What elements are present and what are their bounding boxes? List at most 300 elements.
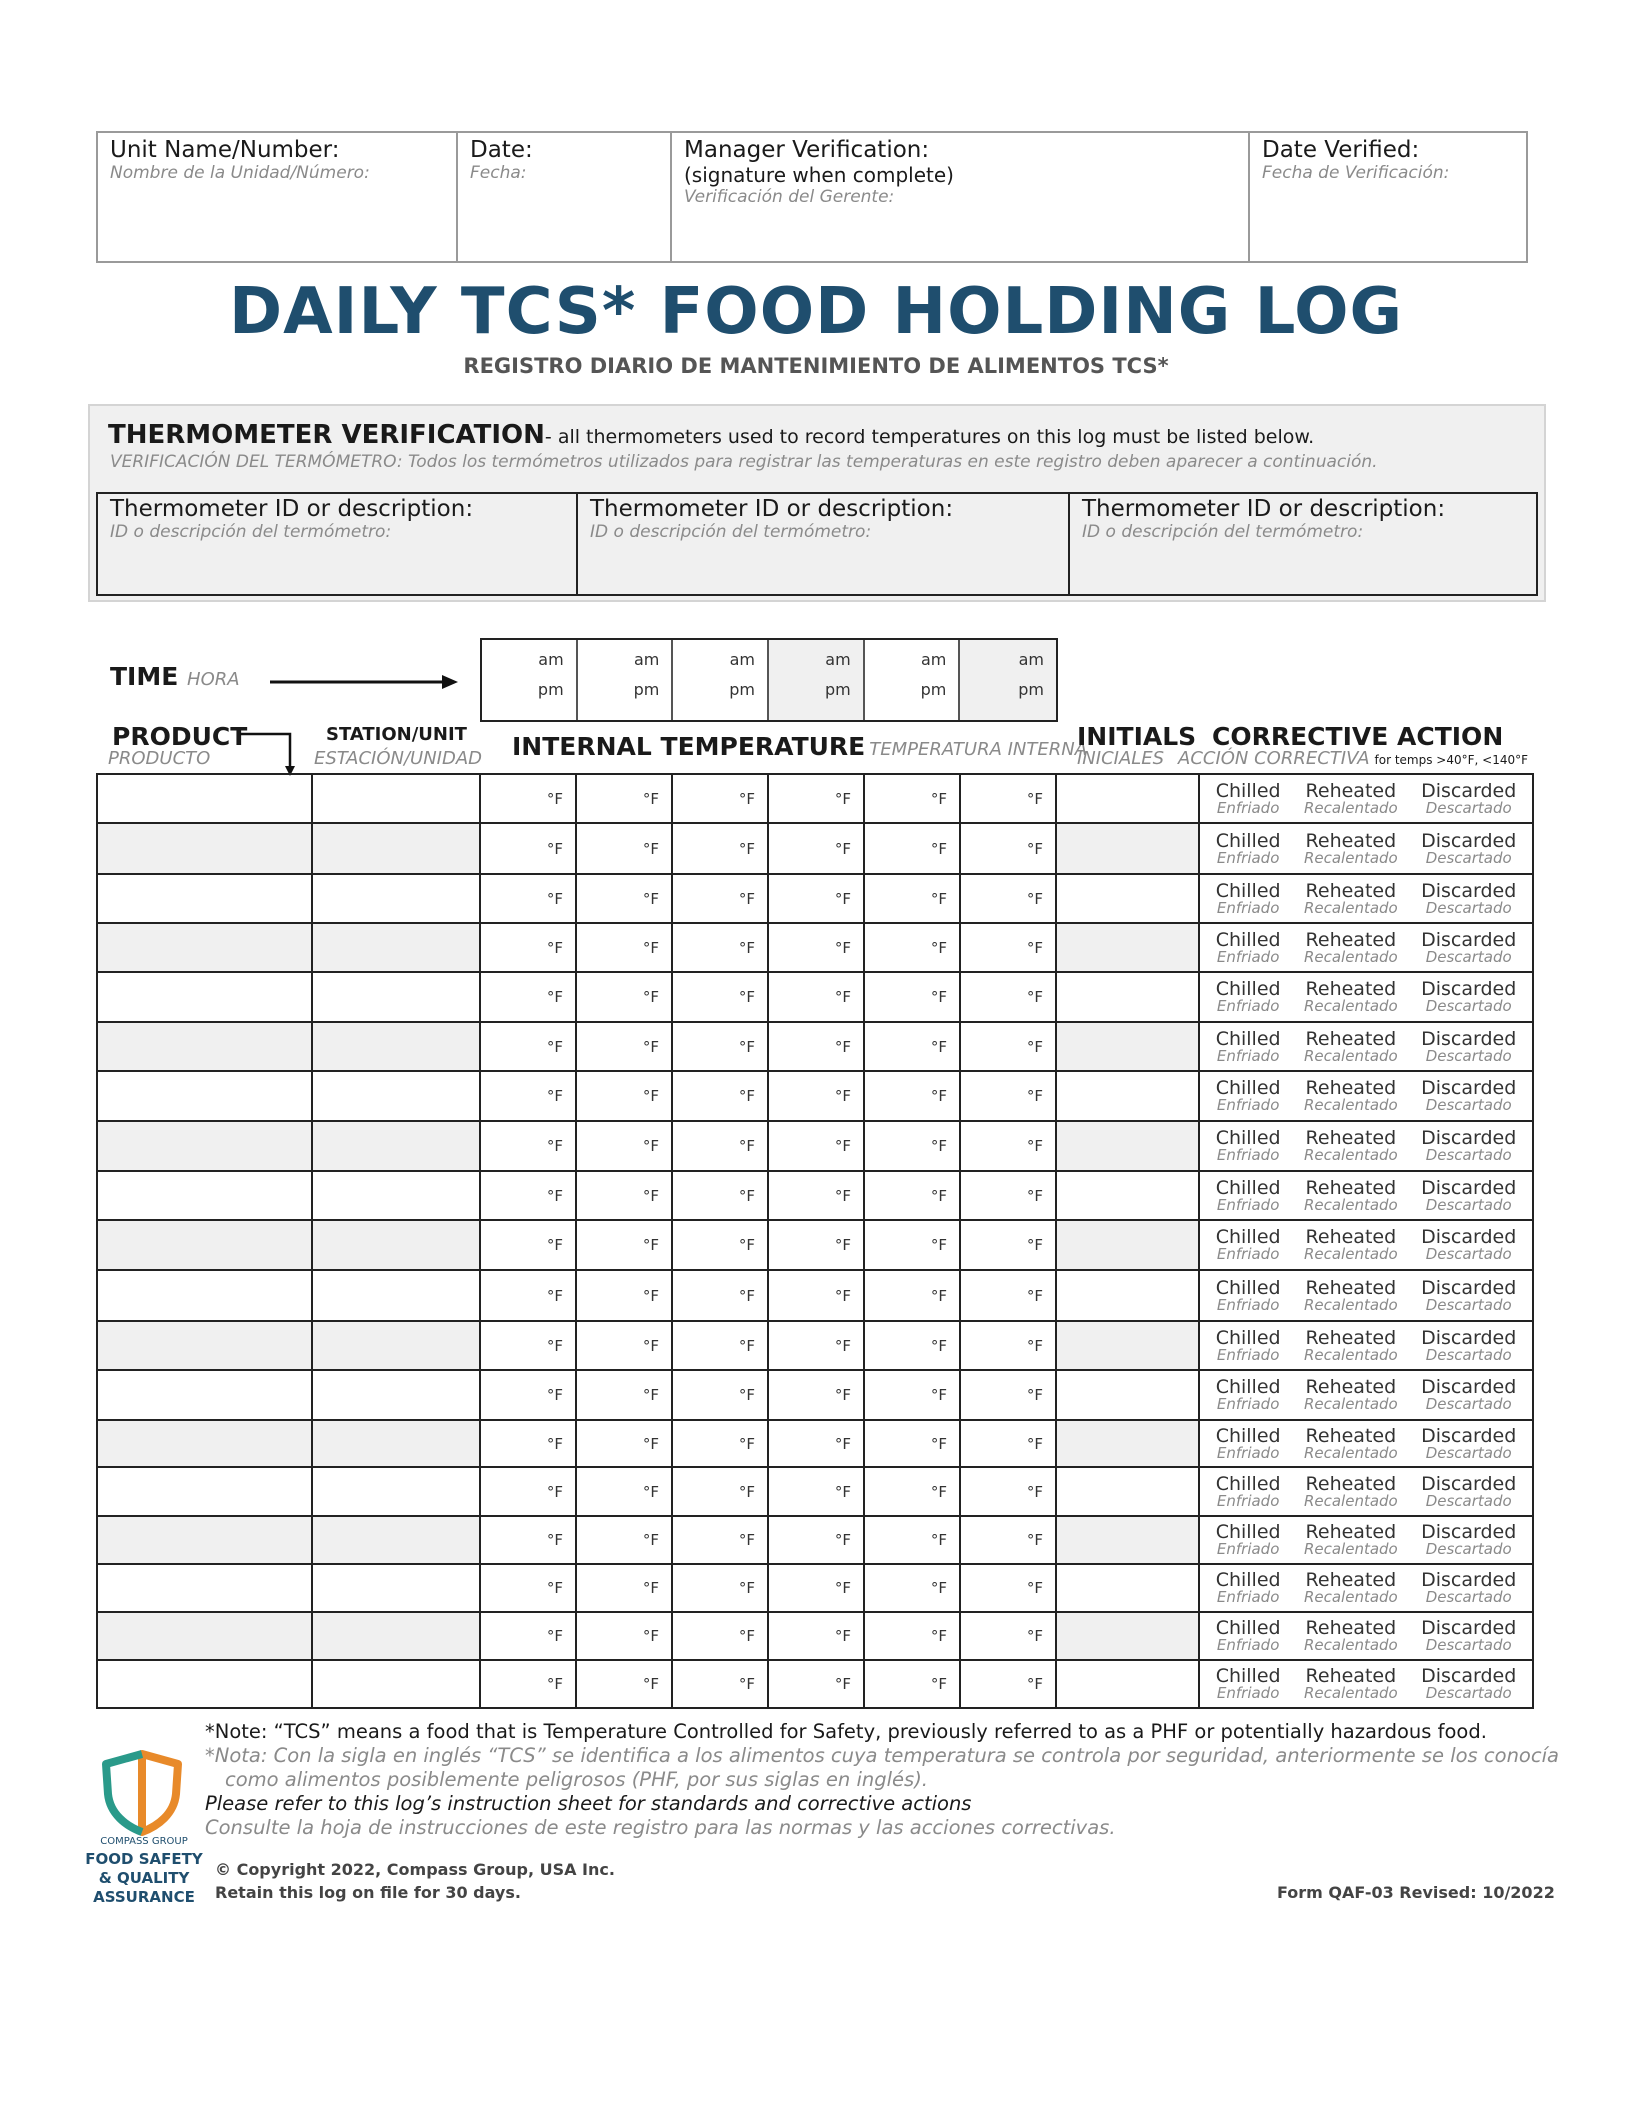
- temperature-cell[interactable]: [768, 1420, 864, 1467]
- reheated-option[interactable]: [1303, 1326, 1398, 1364]
- log-row: [97, 1121, 1533, 1171]
- reheated-option[interactable]: [1304, 1079, 1398, 1113]
- temperature-cell[interactable]: [960, 823, 1056, 874]
- product-cell[interactable]: [97, 874, 312, 923]
- thermometer-id-field-1[interactable]: [98, 494, 578, 594]
- fahrenheit-unit: °F: [1026, 1386, 1043, 1404]
- temperature-cell[interactable]: [864, 972, 960, 1022]
- temperature-cell[interactable]: [672, 923, 768, 972]
- product-cell[interactable]: [97, 1420, 312, 1467]
- discarded-label: Discarded: [1421, 1027, 1517, 1050]
- temperature-cell[interactable]: [672, 972, 768, 1022]
- chilled-label-es: Enfriado: [1216, 1588, 1280, 1606]
- initials-cell[interactable]: [1056, 1612, 1199, 1660]
- corrective-action-cell: [1199, 1564, 1533, 1612]
- corrective-action-cell: [1199, 1660, 1533, 1708]
- initials-cell[interactable]: [1056, 1370, 1199, 1420]
- discarded-option[interactable]: [1421, 879, 1517, 917]
- temperature-cell[interactable]: [864, 1022, 960, 1071]
- station-cell[interactable]: [312, 1171, 480, 1220]
- temperature-cell[interactable]: [768, 1660, 864, 1708]
- reheated-option[interactable]: [1303, 1176, 1398, 1214]
- reheated-option[interactable]: [1303, 1424, 1398, 1462]
- temperature-cell[interactable]: [480, 1270, 576, 1321]
- thermometer-id-label-es: ID o descripción del termómetro:: [1082, 522, 1364, 542]
- product-cell[interactable]: [97, 1370, 312, 1420]
- product-cell[interactable]: [97, 923, 312, 972]
- initials-cell[interactable]: [1056, 1516, 1199, 1564]
- initials-cell[interactable]: [1056, 923, 1199, 972]
- product-cell[interactable]: [97, 774, 312, 823]
- product-cell[interactable]: [97, 972, 312, 1022]
- station-cell[interactable]: [312, 1516, 480, 1564]
- time-slot-4[interactable]: [769, 640, 865, 720]
- time-slot-6[interactable]: [960, 640, 1056, 720]
- temperature-cell[interactable]: [960, 1467, 1056, 1516]
- temperature-cell[interactable]: [768, 774, 864, 823]
- temperature-cell[interactable]: [864, 774, 960, 823]
- temperature-cell[interactable]: [768, 1467, 864, 1516]
- product-cell[interactable]: [97, 1660, 312, 1708]
- reheated-option[interactable]: [1303, 928, 1398, 966]
- chilled-option[interactable]: [1215, 1326, 1281, 1364]
- reheated-option[interactable]: [1303, 1472, 1398, 1510]
- reheated-option[interactable]: [1303, 779, 1398, 817]
- chilled-option[interactable]: [1215, 829, 1281, 867]
- temperature-cell[interactable]: [768, 1270, 864, 1321]
- station-cell[interactable]: [312, 1220, 480, 1270]
- discarded-option[interactable]: [1421, 1424, 1517, 1462]
- station-cell[interactable]: [312, 823, 480, 874]
- fahrenheit-unit: °F: [546, 1627, 563, 1645]
- station-cell[interactable]: [312, 972, 480, 1022]
- chilled-option[interactable]: [1215, 1424, 1281, 1462]
- reheated-option[interactable]: [1303, 829, 1398, 867]
- discarded-label-es: Descartado: [1425, 1146, 1512, 1164]
- temperature-cell[interactable]: [768, 874, 864, 923]
- temperature-cell[interactable]: [672, 1516, 768, 1564]
- chilled-label-es: Enfriado: [1216, 1345, 1280, 1364]
- thermometer-id-label-es: ID o descripción del termómetro:: [110, 522, 392, 542]
- temperature-cell[interactable]: [672, 1270, 768, 1321]
- temperature-cell[interactable]: [480, 1564, 576, 1612]
- fahrenheit-unit: °F: [1026, 1336, 1043, 1355]
- temperature-cell[interactable]: [576, 823, 672, 874]
- temperature-cell[interactable]: [768, 1321, 864, 1370]
- temperature-cell[interactable]: [768, 972, 864, 1022]
- reheated-option[interactable]: [1304, 1667, 1398, 1701]
- chilled-option[interactable]: [1215, 1276, 1281, 1314]
- initials-cell[interactable]: [1056, 1071, 1199, 1121]
- initials-cell[interactable]: [1056, 1171, 1199, 1220]
- chilled-option[interactable]: [1216, 1228, 1281, 1262]
- discarded-option[interactable]: [1421, 1129, 1516, 1163]
- initials-cell[interactable]: [1056, 1660, 1199, 1708]
- temperature-cell[interactable]: [576, 1071, 672, 1121]
- chilled-label: Chilled: [1215, 1176, 1281, 1199]
- discarded-option[interactable]: [1421, 1523, 1516, 1557]
- temperature-cell[interactable]: [480, 1660, 576, 1708]
- fahrenheit-unit: °F: [546, 1137, 563, 1155]
- time-slot-1[interactable]: [482, 640, 578, 720]
- temperature-cell[interactable]: [576, 1022, 672, 1071]
- station-cell[interactable]: [312, 1420, 480, 1467]
- header-info-boxes: [96, 131, 1528, 263]
- discarded-option[interactable]: [1421, 1378, 1516, 1412]
- temperature-cell[interactable]: [480, 1516, 576, 1564]
- corrective-action-header: CORRECTIVE ACTION: [1212, 722, 1504, 751]
- product-cell[interactable]: [97, 1270, 312, 1321]
- temperature-cell[interactable]: [768, 1370, 864, 1420]
- temperature-cell[interactable]: [480, 1467, 576, 1516]
- temperature-cell[interactable]: [864, 923, 960, 972]
- initials-cell[interactable]: [1056, 1467, 1199, 1516]
- chilled-option[interactable]: [1215, 1472, 1281, 1510]
- fahrenheit-unit: °F: [834, 1037, 851, 1056]
- temperature-cell[interactable]: [576, 1370, 672, 1420]
- chilled-option[interactable]: [1216, 1378, 1281, 1412]
- temperature-cell[interactable]: [768, 1071, 864, 1121]
- station-cell[interactable]: [312, 1612, 480, 1660]
- temperature-cell[interactable]: [672, 1220, 768, 1270]
- station-cell[interactable]: [312, 774, 480, 823]
- station-cell[interactable]: [312, 1370, 480, 1420]
- log-row: [97, 1220, 1533, 1270]
- temperature-cell[interactable]: [480, 874, 576, 923]
- product-cell[interactable]: [97, 1516, 312, 1564]
- unit-name-field[interactable]: [98, 133, 458, 261]
- temperature-cell[interactable]: [960, 1564, 1056, 1612]
- station-cell[interactable]: [312, 874, 480, 923]
- chilled-option[interactable]: [1215, 779, 1281, 817]
- temperature-cell[interactable]: [960, 1370, 1056, 1420]
- manager-note: (signature when complete): [684, 163, 954, 187]
- fahrenheit-unit: °F: [1026, 1675, 1043, 1693]
- chilled-option[interactable]: [1216, 1129, 1281, 1163]
- chilled-option[interactable]: [1216, 1571, 1281, 1605]
- temperature-cell[interactable]: [864, 1516, 960, 1564]
- discarded-option[interactable]: [1421, 1176, 1517, 1214]
- temperature-cell[interactable]: [672, 1121, 768, 1171]
- temperature-cell[interactable]: [672, 874, 768, 923]
- temperature-cell[interactable]: [672, 1420, 768, 1467]
- initials-cell[interactable]: [1056, 1321, 1199, 1370]
- temperature-cell[interactable]: [960, 1321, 1056, 1370]
- discarded-label-es: Descartado: [1425, 1443, 1512, 1462]
- product-cell[interactable]: [97, 1321, 312, 1370]
- temperature-cell[interactable]: [672, 1171, 768, 1220]
- initials-cell[interactable]: [1056, 1420, 1199, 1467]
- time-slot-5[interactable]: [865, 640, 961, 720]
- temperature-cell[interactable]: [576, 1612, 672, 1660]
- station-cell[interactable]: [312, 1564, 480, 1612]
- temperature-cell[interactable]: [576, 1467, 672, 1516]
- fahrenheit-unit: °F: [738, 1186, 755, 1205]
- temperature-cell[interactable]: [576, 1516, 672, 1564]
- reheated-label-es: Recalentado: [1303, 1295, 1398, 1314]
- temperature-cell[interactable]: [864, 1612, 960, 1660]
- station-cell[interactable]: [312, 1660, 480, 1708]
- reheated-label-es: Recalentado: [1303, 1491, 1398, 1510]
- reheated-option[interactable]: [1304, 1378, 1398, 1412]
- discarded-option[interactable]: [1421, 1228, 1516, 1262]
- temperature-cell[interactable]: [672, 1370, 768, 1420]
- temperature-cell[interactable]: [672, 1564, 768, 1612]
- temperature-cell[interactable]: [576, 1321, 672, 1370]
- temperature-cell[interactable]: [480, 1022, 576, 1071]
- manager-verification-field[interactable]: [672, 133, 1250, 261]
- temperature-cell[interactable]: [960, 923, 1056, 972]
- temperature-cell[interactable]: [768, 1121, 864, 1171]
- fahrenheit-unit: °F: [546, 938, 563, 957]
- fahrenheit-unit: °F: [642, 1675, 659, 1693]
- temperature-cell[interactable]: [768, 1220, 864, 1270]
- temperature-cell[interactable]: [672, 1022, 768, 1071]
- temperature-cell[interactable]: [480, 774, 576, 823]
- thermometer-id-field-3[interactable]: [1070, 494, 1536, 594]
- reheated-label: Reheated: [1305, 1424, 1397, 1447]
- temperature-cell[interactable]: [864, 1321, 960, 1370]
- initials-cell[interactable]: [1056, 774, 1199, 823]
- temperature-cell[interactable]: [864, 823, 960, 874]
- fahrenheit-unit: °F: [930, 1627, 947, 1645]
- temperature-cell[interactable]: [960, 1071, 1056, 1121]
- fahrenheit-unit: °F: [834, 839, 851, 858]
- fahrenheit-unit: °F: [642, 889, 659, 908]
- discarded-option[interactable]: [1421, 1276, 1517, 1314]
- product-cell[interactable]: [97, 1220, 312, 1270]
- fahrenheit-unit: °F: [930, 1037, 947, 1056]
- temperature-cell[interactable]: [480, 823, 576, 874]
- reheated-option[interactable]: [1304, 1228, 1398, 1262]
- temperature-cell[interactable]: [960, 1420, 1056, 1467]
- discarded-label: Discarded: [1421, 1569, 1517, 1591]
- temperature-cell[interactable]: [480, 1612, 576, 1660]
- temperature-cell[interactable]: [768, 1612, 864, 1660]
- temperature-cell[interactable]: [576, 1564, 672, 1612]
- temperature-cell[interactable]: [960, 1612, 1056, 1660]
- temperature-cell[interactable]: [864, 1171, 960, 1220]
- initials-cell[interactable]: [1056, 1121, 1199, 1171]
- initials-cell[interactable]: [1056, 823, 1199, 874]
- discarded-option[interactable]: [1421, 1667, 1516, 1701]
- station-cell[interactable]: [312, 1467, 480, 1516]
- temperature-cell[interactable]: [576, 1660, 672, 1708]
- fahrenheit-unit: °F: [642, 1236, 659, 1254]
- temperature-cell[interactable]: [480, 1220, 576, 1270]
- product-cell[interactable]: [97, 1071, 312, 1121]
- temperature-cell[interactable]: [480, 923, 576, 972]
- fahrenheit-unit: °F: [834, 1627, 851, 1645]
- reheated-option[interactable]: [1303, 879, 1398, 917]
- temperature-cell[interactable]: [480, 1071, 576, 1121]
- log-row: [97, 1467, 1533, 1516]
- temperature-cell[interactable]: [960, 1171, 1056, 1220]
- discarded-option[interactable]: [1421, 928, 1517, 966]
- date-field[interactable]: [458, 133, 672, 261]
- temperature-cell[interactable]: [768, 1516, 864, 1564]
- temperature-cell[interactable]: [576, 774, 672, 823]
- chilled-option[interactable]: [1215, 1027, 1281, 1065]
- temperature-cell[interactable]: [864, 1370, 960, 1420]
- discarded-option[interactable]: [1421, 1079, 1516, 1113]
- temperature-cell[interactable]: [672, 1660, 768, 1708]
- time-slot-2[interactable]: [578, 640, 674, 720]
- discarded-option[interactable]: [1421, 1619, 1516, 1653]
- internal-temp-header-en: INTERNAL TEMPERATURE: [512, 732, 866, 761]
- initials-cell[interactable]: [1056, 1022, 1199, 1071]
- discarded-label: Discarded: [1421, 1376, 1517, 1398]
- temperature-cell[interactable]: [768, 823, 864, 874]
- discarded-option[interactable]: [1421, 829, 1517, 867]
- temperature-cell[interactable]: [768, 1022, 864, 1071]
- chilled-label: Chilled: [1215, 1326, 1281, 1349]
- chilled-option[interactable]: [1216, 1523, 1281, 1557]
- discarded-label: Discarded: [1421, 928, 1517, 951]
- reheated-option[interactable]: [1304, 980, 1398, 1014]
- reheated-option[interactable]: [1304, 1571, 1398, 1605]
- temperature-cell[interactable]: [672, 1071, 768, 1121]
- station-cell[interactable]: [312, 1121, 480, 1171]
- temperature-cell[interactable]: [576, 1171, 672, 1220]
- fahrenheit-unit: °F: [834, 1336, 851, 1355]
- temperature-cell[interactable]: [480, 972, 576, 1022]
- discarded-option[interactable]: [1421, 1472, 1517, 1510]
- product-cell[interactable]: [97, 1467, 312, 1516]
- initials-cell[interactable]: [1056, 874, 1199, 923]
- discarded-option[interactable]: [1421, 1027, 1517, 1065]
- station-cell[interactable]: [312, 1270, 480, 1321]
- product-cell[interactable]: [97, 1171, 312, 1220]
- temperature-cell[interactable]: [960, 1220, 1056, 1270]
- reheated-option[interactable]: [1303, 1027, 1398, 1065]
- product-cell[interactable]: [97, 1121, 312, 1171]
- initials-cell[interactable]: [1056, 972, 1199, 1022]
- discarded-label-es: Descartado: [1425, 1295, 1512, 1314]
- temperature-cell[interactable]: [864, 1564, 960, 1612]
- product-cell[interactable]: [97, 1612, 312, 1660]
- temperature-cell[interactable]: [864, 1220, 960, 1270]
- temperature-cell[interactable]: [960, 1270, 1056, 1321]
- temperature-cell[interactable]: [576, 1121, 672, 1171]
- temperature-cell[interactable]: [864, 1660, 960, 1708]
- fahrenheit-unit: °F: [738, 1236, 755, 1254]
- reheated-option[interactable]: [1304, 1129, 1398, 1163]
- chilled-option[interactable]: [1216, 1667, 1281, 1701]
- fahrenheit-unit: °F: [834, 1482, 851, 1501]
- temperature-cell[interactable]: [768, 1564, 864, 1612]
- temperature-cell[interactable]: [576, 1220, 672, 1270]
- temperature-cell[interactable]: [864, 1121, 960, 1171]
- reheated-option[interactable]: [1304, 1523, 1398, 1557]
- log-row: [97, 1171, 1533, 1220]
- temperature-cell[interactable]: [576, 874, 672, 923]
- discarded-option[interactable]: [1421, 980, 1516, 1014]
- chilled-option[interactable]: [1215, 1176, 1281, 1214]
- temperature-cell[interactable]: [960, 972, 1056, 1022]
- temperature-cell[interactable]: [480, 1171, 576, 1220]
- temperature-cell[interactable]: [480, 1321, 576, 1370]
- fahrenheit-unit: °F: [834, 1579, 851, 1597]
- station-cell[interactable]: [312, 1321, 480, 1370]
- temperature-cell[interactable]: [480, 1420, 576, 1467]
- temperature-cell[interactable]: [672, 823, 768, 874]
- station-cell[interactable]: [312, 1022, 480, 1071]
- temperature-cell[interactable]: [864, 1071, 960, 1121]
- temperature-cell[interactable]: [576, 972, 672, 1022]
- reheated-label: Reheated: [1305, 829, 1397, 852]
- temperature-cell[interactable]: [960, 1121, 1056, 1171]
- temperature-cell[interactable]: [960, 774, 1056, 823]
- temperature-cell[interactable]: [576, 1420, 672, 1467]
- temperature-cell[interactable]: [960, 1660, 1056, 1708]
- initials-cell[interactable]: [1056, 1220, 1199, 1270]
- temperature-cell[interactable]: [768, 1171, 864, 1220]
- temperature-cell[interactable]: [672, 1612, 768, 1660]
- temperature-cell[interactable]: [480, 1121, 576, 1171]
- fahrenheit-unit: °F: [642, 839, 659, 858]
- reheated-option[interactable]: [1303, 1276, 1398, 1314]
- fahrenheit-unit: °F: [1026, 1579, 1043, 1597]
- fahrenheit-unit: °F: [1026, 1037, 1043, 1056]
- chilled-option[interactable]: [1215, 928, 1281, 966]
- discarded-option[interactable]: [1421, 1571, 1516, 1605]
- initials-cell[interactable]: [1056, 1270, 1199, 1321]
- discarded-label-es: Descartado: [1425, 1588, 1512, 1606]
- discarded-option[interactable]: [1421, 779, 1517, 817]
- corrective-action-cell: [1199, 1370, 1533, 1420]
- product-cell[interactable]: [97, 1022, 312, 1071]
- temperature-cell[interactable]: [576, 1270, 672, 1321]
- temperature-cell[interactable]: [960, 1022, 1056, 1071]
- chilled-option[interactable]: [1216, 1619, 1281, 1653]
- thermometer-heading-es: VERIFICACIÓN DEL TERMÓMETRO: Todos los termómetros utilizados para registrar las temperaturas en este registro deben aparecer a continuación.: [110, 452, 1378, 472]
- temperature-cell[interactable]: [768, 923, 864, 972]
- time-slot-3[interactable]: [673, 640, 769, 720]
- temperature-cell[interactable]: [672, 1321, 768, 1370]
- temperature-cell[interactable]: [960, 1516, 1056, 1564]
- fahrenheit-unit: °F: [642, 1186, 659, 1205]
- date-verified-field[interactable]: [1250, 133, 1526, 261]
- reheated-option[interactable]: [1304, 1619, 1398, 1653]
- temperature-cell[interactable]: [480, 1370, 576, 1420]
- chilled-option[interactable]: [1215, 879, 1281, 917]
- chilled-label: Chilled: [1215, 1276, 1281, 1299]
- temperature-cell[interactable]: [864, 874, 960, 923]
- initials-column-header: INITIALS: [1077, 722, 1197, 751]
- chilled-option[interactable]: [1216, 980, 1281, 1014]
- reheated-label-es: Recalentado: [1303, 1588, 1398, 1606]
- temperature-cell[interactable]: [864, 1467, 960, 1516]
- product-cell[interactable]: [97, 823, 312, 874]
- temperature-cell[interactable]: [576, 923, 672, 972]
- fahrenheit-unit: °F: [738, 889, 755, 908]
- chilled-option[interactable]: [1216, 1079, 1281, 1113]
- temperature-cell[interactable]: [864, 1270, 960, 1321]
- temperature-cell[interactable]: [960, 874, 1056, 923]
- temperature-cell[interactable]: [672, 774, 768, 823]
- product-cell[interactable]: [97, 1564, 312, 1612]
- temperature-cell[interactable]: [672, 1467, 768, 1516]
- station-cell[interactable]: [312, 923, 480, 972]
- initials-cell[interactable]: [1056, 1564, 1199, 1612]
- temperature-cell[interactable]: [864, 1420, 960, 1467]
- discarded-option[interactable]: [1421, 1326, 1517, 1364]
- station-cell[interactable]: [312, 1071, 480, 1121]
- discarded-label-es: Descartado: [1425, 1540, 1512, 1558]
- reheated-label: Reheated: [1305, 879, 1397, 902]
- thermometer-id-field-2[interactable]: [578, 494, 1070, 594]
